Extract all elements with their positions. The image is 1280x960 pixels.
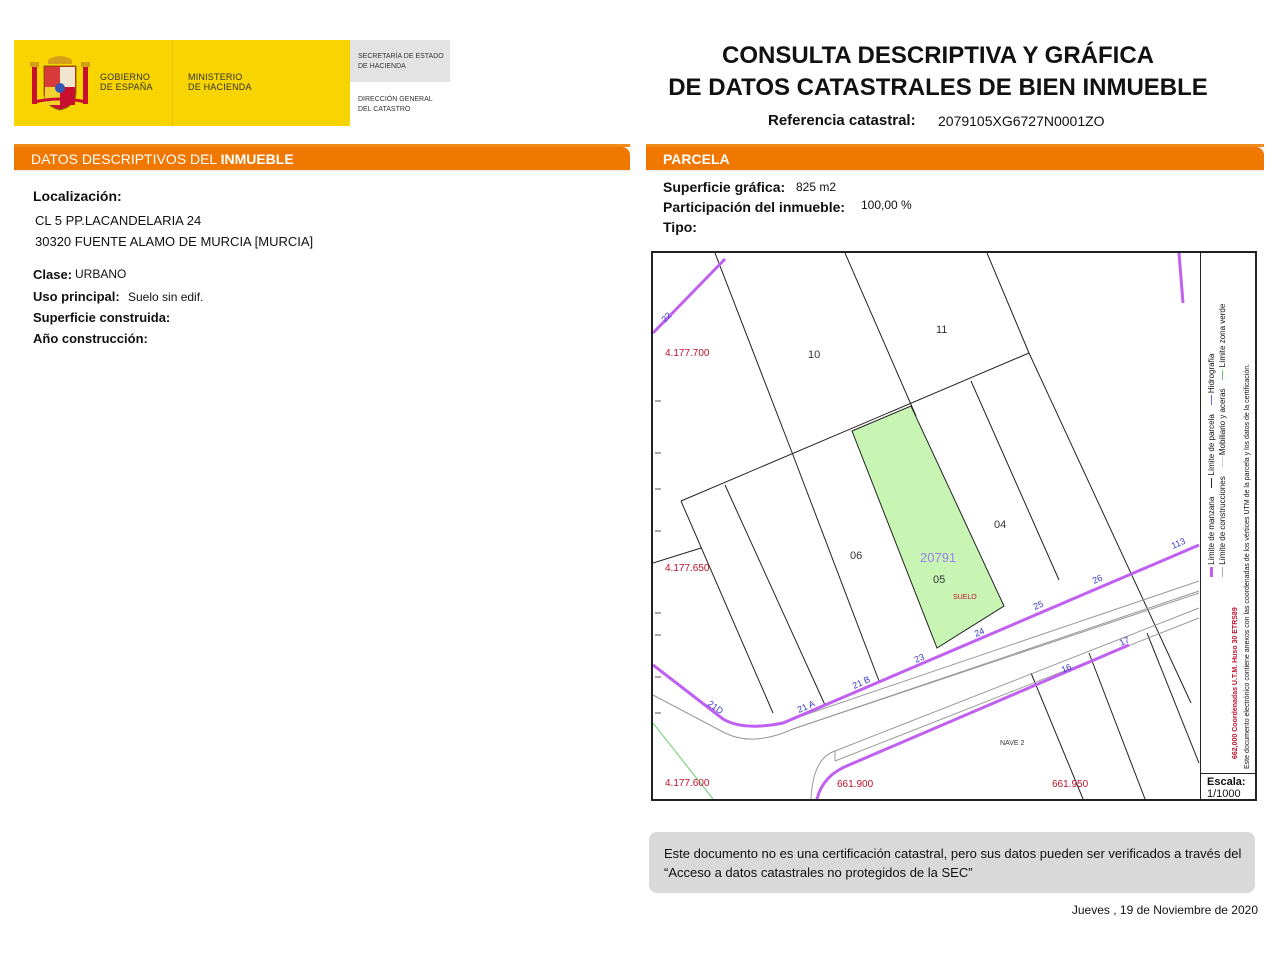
legend-swatch-zona-verde — [1222, 370, 1223, 380]
localizacion-label: Localización: — [33, 188, 122, 204]
section-bar-fill — [646, 147, 1264, 170]
number-26: 26 — [1090, 572, 1104, 586]
number-25: 25 — [1031, 598, 1045, 612]
scale-box — [1200, 773, 1257, 801]
ministerio-label: MINISTERIO DE HACIENDA — [188, 72, 252, 92]
address-line-2: 30320 FUENTE ALAMO DE MURCIA [MURCIA] — [35, 234, 314, 249]
anio-construccion-label: Año construcción: — [33, 331, 148, 346]
scale-label: Escala: — [1207, 776, 1246, 788]
tipo-label: Tipo: — [663, 219, 697, 235]
title-line-1: CONSULTA DESCRIPTIVA Y GRÁFICA — [721, 42, 1155, 69]
superficie-grafica-label: Superficie gráfica: — [663, 179, 786, 195]
section-title-parcela: PARCELA — [663, 151, 730, 167]
selected-parcel[interactable] — [852, 406, 1007, 648]
legend-mobiliario: Mobiliario y aceras — [1218, 388, 1227, 456]
coordinate-labels — [665, 348, 1089, 790]
address-line-1: CL 5 PP.LACANDELARIA 24 — [35, 213, 202, 228]
gobierno-label: GOBIERNO DE ESPAÑA — [100, 72, 153, 92]
reference-label: Referencia catastral: — [768, 112, 916, 129]
uso-principal-label: Uso principal: — [33, 289, 120, 304]
title-line-2: DE DATOS CATASTRALES DE BIEN INMUEBLE — [668, 74, 1208, 101]
superficie-construida-label: Superficie construida: — [33, 310, 171, 325]
map-legend — [1200, 253, 1257, 773]
plot-06: 06 — [850, 550, 863, 562]
section-title-datos — [31, 151, 294, 167]
government-logo-block — [14, 40, 450, 126]
logo-separator — [172, 40, 173, 126]
section-shadow-right — [646, 170, 1264, 173]
parcel-reference-number: 20791 — [920, 550, 957, 565]
number-17: 17 — [1117, 634, 1131, 648]
number-16: 16 — [1059, 661, 1073, 675]
legend-coordenadas: 662,000 Coordenadas U.T.M. Huso 30 ETRS89 — [1232, 607, 1239, 759]
number-21a: 21 A — [795, 698, 817, 715]
plot-04: 04 — [994, 519, 1007, 531]
legend-limite-construcciones: Límite de construcciones — [1218, 476, 1227, 565]
coord-east-1: 661.900 — [837, 779, 874, 790]
legend-limite-parcela: Límite de parcela — [1207, 414, 1216, 476]
nave-label: NAVE 2 — [1000, 740, 1025, 747]
legend-swatch-hidrografia — [1211, 395, 1212, 405]
section-bar-datos-descriptivos — [14, 144, 630, 170]
legend-swatch-parcela — [1211, 478, 1212, 488]
clase-value: URBANO — [75, 267, 127, 281]
section-title-part-1: DATOS DESCRIPTIVOS DEL — [31, 151, 221, 167]
legend-hidrografia: Hidrografía — [1207, 353, 1216, 394]
number-113: 113 — [1169, 535, 1187, 551]
coat-of-arms-icon — [28, 52, 92, 114]
section-title-part-2: INMUEBLE — [220, 151, 294, 167]
number-21b: 21 B — [850, 674, 872, 691]
participacion-value: 100,00 % — [861, 198, 912, 212]
reference-value[interactable]: 2079105XG6727N0001ZO — [938, 113, 1105, 129]
suelo-label: SUELO — [953, 594, 977, 601]
legend-swatch-mobiliario — [1222, 457, 1223, 467]
secretaria-label: SECRETARÍA DE ESTADO DE HACIENDA — [358, 53, 444, 70]
plot-10: 10 — [808, 349, 821, 361]
coord-north-2: 4.177.650 — [665, 563, 710, 574]
coord-east-2: 661.950 — [1052, 779, 1089, 790]
coord-north-3: 4.177.600 — [665, 778, 710, 789]
cadastral-map[interactable] — [651, 251, 1257, 801]
map-drawing — [653, 253, 1200, 799]
legend-swatch-construcciones — [1222, 567, 1223, 577]
legend-row-1 — [1207, 354, 1216, 577]
uso-principal-value: Suelo sin edif. — [128, 290, 204, 304]
legend-limite-manzana: Límite de manzana — [1207, 496, 1216, 565]
legend-swatch-manzana — [1210, 567, 1213, 577]
legend-rotated — [1201, 253, 1257, 773]
notice-text: Este documento no es una certificación catastral, pero sus datos pueden ser verificados a través del “Acceso a datos catastrales no protegidos de la SEC” — [664, 846, 1242, 880]
direccion-label: DIRECCIÓN GENERAL DEL CATASTRO — [358, 96, 433, 113]
verification-notice — [649, 832, 1255, 893]
section-bar-parcela — [646, 144, 1264, 170]
section-shadow-left — [14, 170, 630, 173]
legend-row-2 — [1218, 304, 1227, 577]
superficie-grafica-value: 825 m2 — [796, 180, 837, 194]
document-title — [636, 40, 1240, 104]
clase-label: Clase: — [33, 267, 73, 282]
number-24: 24 — [972, 625, 986, 639]
number-23: 23 — [912, 651, 926, 665]
participacion-label: Participación del inmueble: — [663, 199, 846, 215]
plot-05: 05 — [933, 574, 946, 586]
plot-11: 11 — [936, 324, 948, 336]
number-21d: 21D — [705, 698, 726, 717]
coord-north-1: 4.177.700 — [665, 348, 710, 359]
legend-zona-verde: Límite zona verde — [1218, 303, 1227, 368]
document-date: Jueves , 19 de Noviembre de 2020 — [1071, 903, 1258, 917]
legend-nota: Este documento electrónico contiene anexos con las coordenadas de los vértices UTM de la parcela y los datos de la certificación. — [1244, 363, 1251, 769]
scale-value: 1/1000 — [1207, 788, 1241, 800]
number-22: 22 — [659, 310, 674, 325]
